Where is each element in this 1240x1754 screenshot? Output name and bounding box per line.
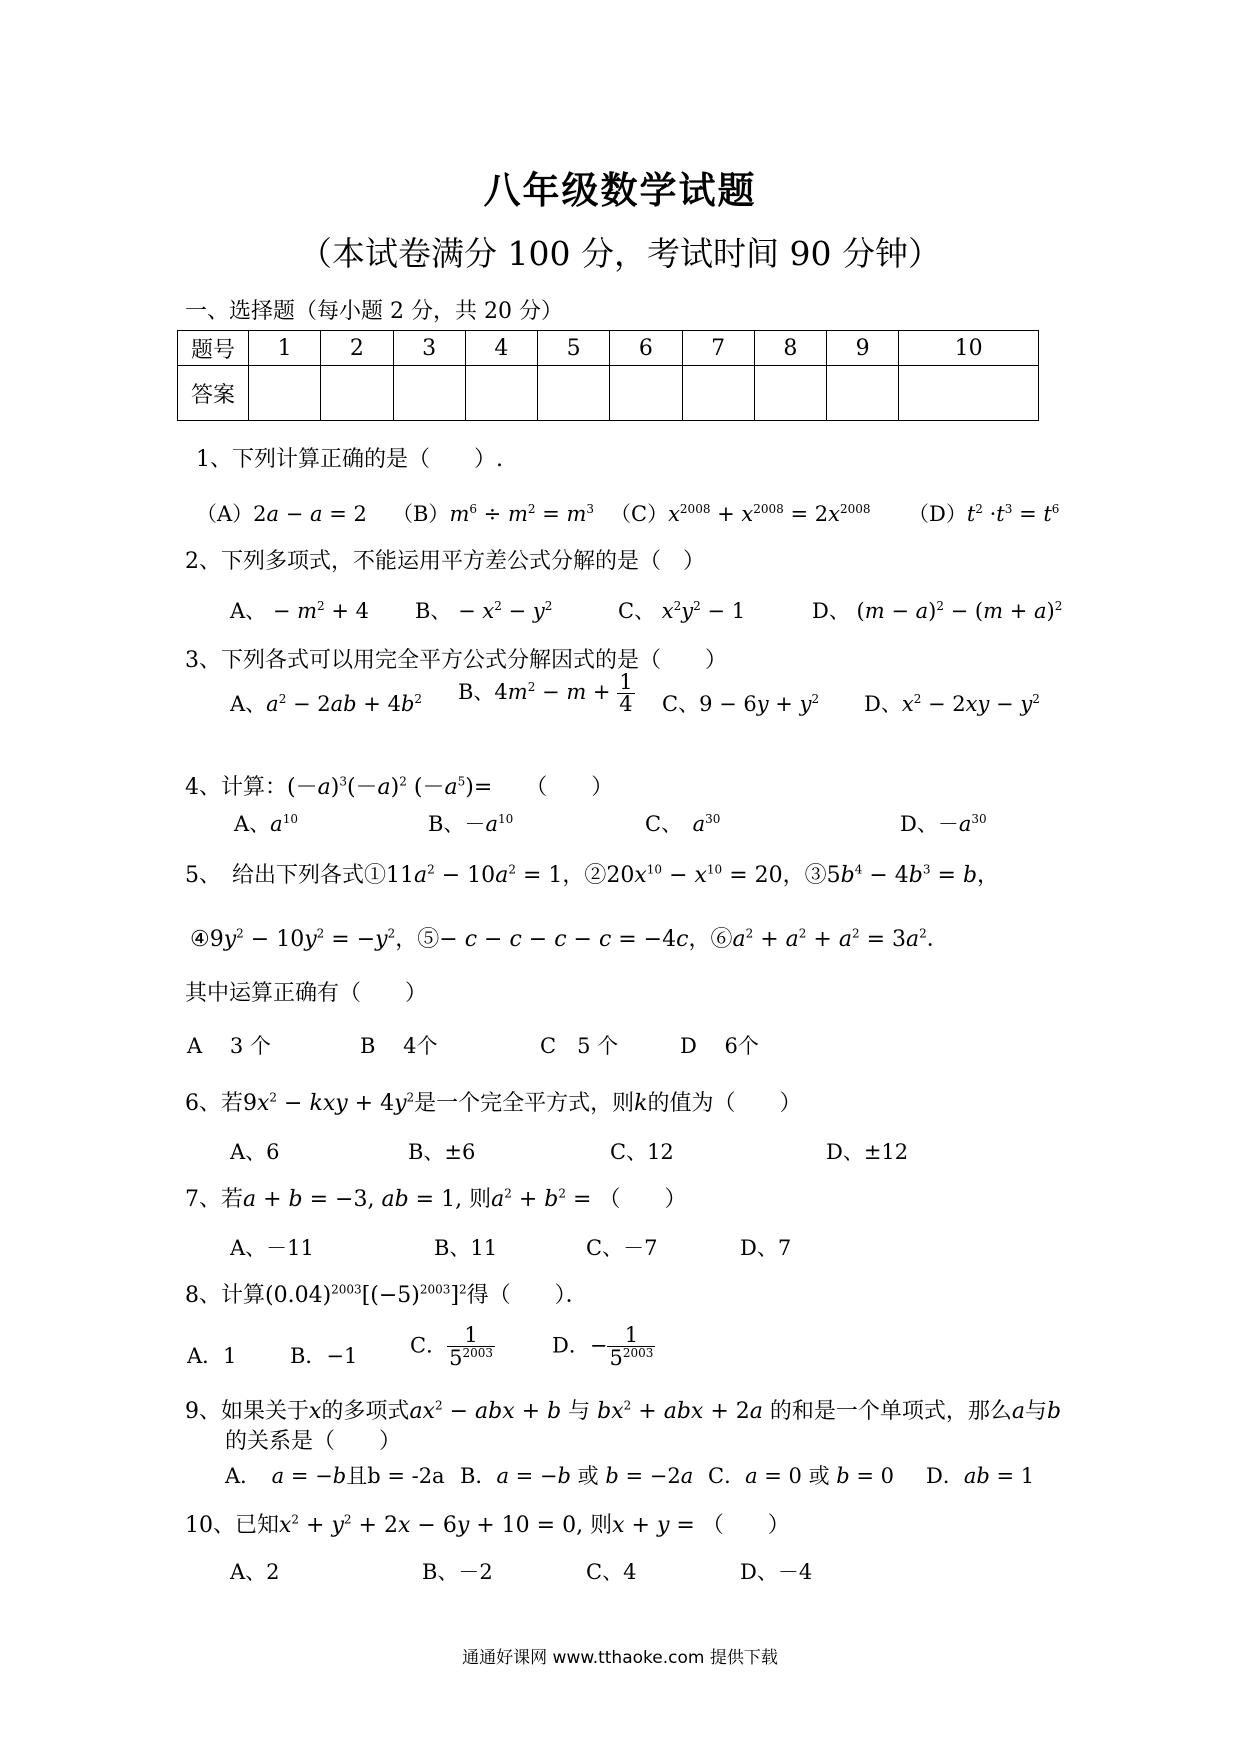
question-4-option-d: D、$-a^{30}$ (900, 812, 987, 836)
question-5-option-a: A 3 个 (187, 1034, 271, 1058)
question-9-stem-c: 与 (568, 1399, 591, 1424)
question-number: 5 (538, 331, 610, 366)
answer-table-answer-row (178, 366, 1039, 421)
question-7-tail: （ ） (598, 1187, 687, 1212)
question-8-option-c: C． $\frac{1}{5^{2003}}$ (410, 1323, 493, 1370)
question-10-option-a: A、2 (230, 1560, 280, 1584)
question-7-option-b: B、11 (434, 1236, 498, 1260)
question-number: 4 (465, 331, 537, 366)
question-3-option-c: C、$9 - 6y + y^2$ (662, 692, 820, 716)
answer-cell[interactable] (393, 366, 465, 421)
question-9-line-2: 的关系是（ ） (225, 1429, 402, 1454)
question-3-stem: 3、下列各式可以用完全平方公式分解因式的是（ ） (185, 648, 727, 673)
question-2-option-a: A、 − $m^2 + 4$ (230, 599, 369, 623)
question-8-stem: 8、计算$(0.04)^{2003}[(-5)^{2003}]^2$得（ ）． (185, 1282, 588, 1308)
question-9-option-c: C．a = 0 或 b = 0 (708, 1464, 895, 1488)
question-number: 9 (827, 331, 899, 366)
question-6-option-d: D、±12 (826, 1140, 909, 1164)
question-6-stem-a: 6、若 (185, 1091, 243, 1116)
question-1-option-c: $(C)x^{2008} + x^{2008} = 2x^{2008}$ (610, 502, 871, 526)
question-4-option-c: C、 $a^{30}$ (645, 812, 721, 836)
question-9-option-a: A． a = −b且b = -2a (225, 1464, 445, 1488)
question-9-stem-b: 的多项式 (321, 1399, 410, 1424)
question-6-option-b: B、±6 (408, 1140, 476, 1164)
answer-cell[interactable] (682, 366, 754, 421)
answer-label: 答案 (178, 366, 249, 421)
question-10-stem: 10、已知$x^2 + y^2 + 2x - 6y + 10 = 0$, 则x + y = （ ） (185, 1512, 790, 1538)
question-8-option-d: D．− $\frac{1}{5^{2003}}$ (552, 1323, 654, 1370)
question-1-stem: 1、下列计算正确的是（ ）. (196, 447, 503, 472)
question-3-option-b: B、$4m^2 - m$ + $\frac{1}{4}$ (458, 670, 633, 716)
answer-cell[interactable] (538, 366, 610, 421)
question-10-option-b: B、－2 (422, 1560, 493, 1584)
section-heading: 一、选择题（每小题 2 分，共 20 分） (185, 299, 563, 324)
question-4-stem: 4、计算：$(-a)^3(-a)^2$ $(-a^5)=$ （ ） (185, 774, 614, 800)
question-5-option-d: D 6个 (680, 1034, 759, 1058)
fraction-one-quarter: $\frac{1}{4}$ (619, 670, 633, 716)
question-7-option-c: C、－7 (586, 1236, 658, 1260)
question-2-option-b: B、 − $x^2 - y^2$ (415, 599, 553, 623)
footer-watermark: 通通好课网 www.tthaoke.com 提供下载 (462, 1648, 778, 1668)
answer-cell[interactable] (465, 366, 537, 421)
question-2-option-d: D、 $(m - a)^2 - (m + a)^2$ (812, 599, 1063, 623)
answer-cell[interactable] (321, 366, 393, 421)
question-6-option-a: A、6 (230, 1140, 280, 1164)
question-6-stem-c: 的值为（ ） (647, 1091, 802, 1116)
question-2-option-c: C、 $x^2y^2 - 1$ (618, 599, 746, 623)
question-5-sub-stem: 其中运算正确有（ ） (185, 981, 428, 1006)
exam-title: 八年级数学试题 (483, 168, 757, 212)
question-number: 10 (899, 331, 1039, 366)
question-8-stem-a: 8、计算 (185, 1283, 265, 1308)
question-5-option-b: B 4个 (360, 1034, 438, 1058)
question-5-line-1: 5、 给出下列各式$①11a^2 - 10a^2 = 1$，$②20x^{10} - x^{10} = 20$，$③5b^4 - 4b^3 = b$， (185, 862, 1000, 888)
question-5-option-c: C 5 个 (540, 1034, 619, 1058)
question-9-option-d: D．ab = 1 (926, 1464, 1035, 1488)
answer-cell[interactable] (610, 366, 682, 421)
question-4-option-b: B、$-a^{10}$ (428, 812, 514, 836)
question-3-option-a: A、$a^2 - 2ab + 4b^2$ (230, 692, 423, 716)
answer-cell[interactable] (249, 366, 321, 421)
question-number: 8 (754, 331, 826, 366)
question-number: 1 (249, 331, 321, 366)
question-9-stem: 9、如果关于x的多项式$ax^2$ − abx + b 与 $bx^2$ + abx + 2a 的和是一个单项式，那么a与b (185, 1398, 1062, 1424)
answer-cell[interactable] (899, 366, 1039, 421)
question-4-option-a: A、$a^{10}$ (234, 812, 298, 836)
question-3-option-d: D、$x^2 - 2xy - y^2$ (864, 692, 1040, 716)
question-9-stem-a: 9、如果关于 (185, 1399, 309, 1424)
question-9-option-b: B．a = −b 或 b = −2a (460, 1464, 694, 1488)
question-7-stem-a: 7、若 (185, 1187, 243, 1212)
question-10-option-c: C、4 (586, 1560, 637, 1584)
question-2-stem: 2、下列多项式，不能运用平方差公式分解的是（ ） (185, 549, 705, 574)
question-9-stem-d: 的和是一个单项式，那么 (769, 1399, 1012, 1424)
question-6-stem: 6、若$9x^2$ − kxy + $4y^2$是一个完全平方式，则k的值为（ ） (185, 1090, 802, 1116)
question-number: 6 (610, 331, 682, 366)
question-7-stem: 7、若a + b = −3, ab = 1, 则$a^2 + b^2$ = （ ） (185, 1186, 687, 1212)
answer-table (177, 330, 1039, 421)
question-10-option-d: D、－4 (740, 1560, 813, 1584)
answer-cell[interactable] (827, 366, 899, 421)
question-10-stem-a: 10、已知 (185, 1513, 279, 1538)
answer-table-header-row (178, 331, 1039, 366)
header-label: 题号 (178, 331, 249, 366)
question-1-option-d: $(D)t^2 \cdot t^3 = t^6$ (908, 502, 1060, 526)
question-9-stem-e: 与 (1025, 1399, 1048, 1424)
question-number: 7 (682, 331, 754, 366)
question-7-option-d: D、7 (740, 1236, 792, 1260)
exam-subtitle: （本试卷满分 100 分，考试时间 90 分钟） (299, 234, 941, 273)
question-1-option-b: $(B)m^6 \div m^2 = m^3$ (392, 502, 595, 526)
question-5-stem: 5、 给出下列各式 (185, 863, 364, 888)
question-7-option-a: A、－11 (230, 1236, 314, 1260)
question-number: 3 (393, 331, 465, 366)
question-8-tail: 得（ ）． (466, 1283, 588, 1308)
question-1-option-a: （A）2a − a = 2 (196, 502, 367, 526)
question-10-tail: （ ） (701, 1513, 790, 1538)
question-5-line-2-tail: ． (926, 927, 949, 952)
fraction-option-c: $\frac{1}{5^{2003}}$ (449, 1323, 493, 1370)
question-6-option-c: C、12 (610, 1140, 674, 1164)
question-6-stem-b: 是一个完全平方式，则 (414, 1091, 635, 1116)
question-8-option-a: A．1 (187, 1344, 237, 1368)
question-8-option-b: B．−1 (290, 1344, 358, 1368)
answer-cell[interactable] (754, 366, 826, 421)
question-number: 2 (321, 331, 393, 366)
fraction-option-d: $\frac{1}{5^{2003}}$ (609, 1323, 654, 1370)
question-5-line-2: $④9y^2 - 10y^2 = -y^2$，⑤− c − c − c − c = −4c，$⑥a^2 + a^2 + a^2 = 3a^2$． (190, 926, 949, 952)
